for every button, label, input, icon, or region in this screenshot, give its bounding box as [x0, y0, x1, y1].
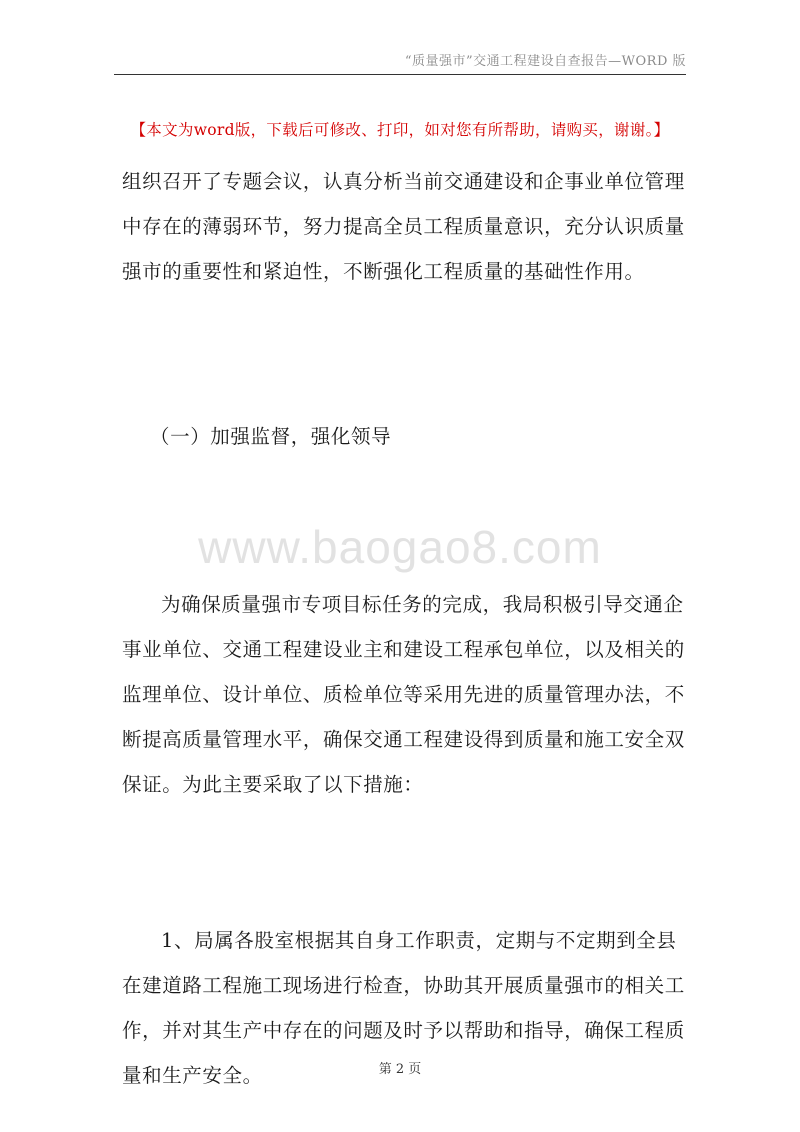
page-number: 第 2 页 [378, 1062, 422, 1077]
download-notice: 【本文为word版，下载后可修改、打印，如对您有所帮助，请购买，谢谢。】 [130, 121, 670, 139]
header-divider [114, 74, 686, 75]
watermark: www.baogao8.com [198, 521, 602, 573]
body-paragraph-3: 1、局属各股室根据其自身工作职责，定期与不定期到全县在建道路工程施工现场进行检查，协助其开展质量强市的相关工作，并对其生产中存在的问题及时予以帮助和指导，确保工程质量和生产安全。 [122, 929, 685, 1087]
body-paragraph-1: 组织召开了专题会议，认真分析当前交通建设和企事业单位管理中存在的薄弱环节，努力提高全员工程质量意识，充分认识质量强市的重要性和紧迫性，不断强化工程质量的基础性作用。 [122, 170, 685, 283]
section-heading: （一）加强监督，强化领导 [150, 425, 392, 448]
body-paragraph-2: 为确保质量强市专项目标任务的完成，我局积极引导交通企事业单位、交通工程建设业主和建设工程承包单位，以及相关的监理单位、设计单位、质检单位等采用先进的质量管理办法，不断提高质量管理水平，确保交通工程建设得到质量和施工安全双保证。为此主要采取了以下措施： [122, 593, 685, 796]
running-header: “质量强市”交通工程建设自查报告—WORD 版 [404, 54, 686, 69]
